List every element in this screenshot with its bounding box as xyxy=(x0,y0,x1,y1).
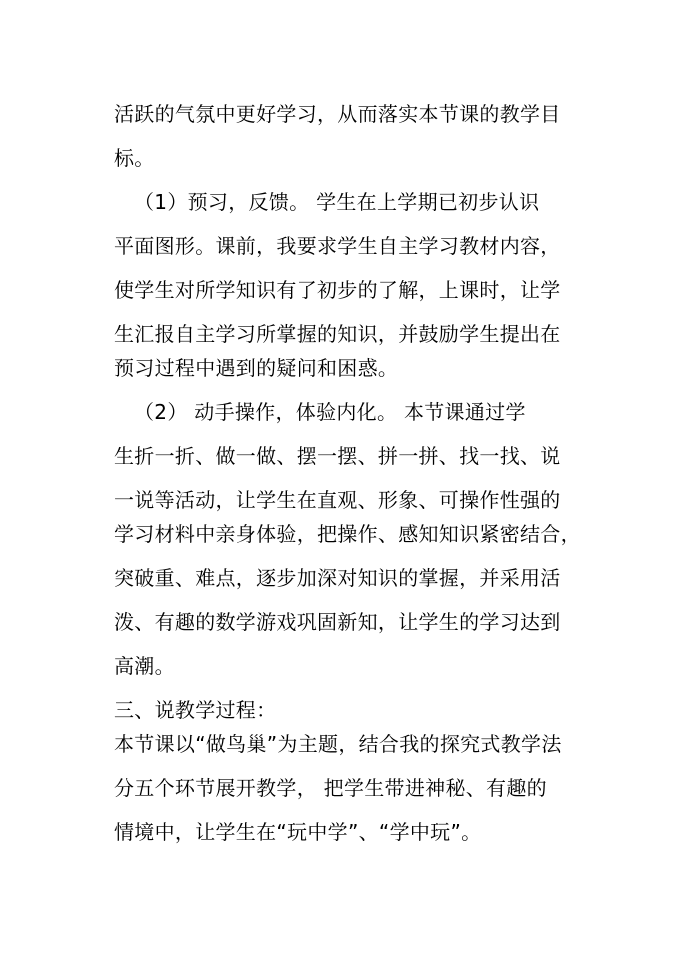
text-line-7: 预习过程中遇到的疑问和困惑。 xyxy=(114,356,399,380)
text-line-1: 活跃的气氛中更好学习，从而落实本节课的教学目 xyxy=(114,102,561,126)
text-line-16: 本节课以“做鸟巢”为主题，结合我的探究式教学法 xyxy=(114,732,562,756)
text-line-5: 使学生对所学知识有了初步的了解，上课时，让学 xyxy=(114,278,561,302)
text-line-10: 一说等活动，让学生在直观、形象、可操作性强的 xyxy=(114,488,561,512)
section-heading: 三、说教学过程： xyxy=(114,698,277,722)
text-line-12: 突破重、难点，逐步加深对知识的掌握，并采用活 xyxy=(114,566,561,590)
text-line-2: 标。 xyxy=(114,146,155,170)
text-line-18: 情境中，让学生在“玩中学”、“学中玩”。 xyxy=(114,820,482,844)
text-line-4: 平面图形。课前，我要求学生自主学习教材内容， xyxy=(114,234,561,258)
text-line-13: 泼、有趣的数学游戏巩固新知，让学生的学习达到 xyxy=(114,610,561,634)
text-line-6: 生汇报自主学习所掌握的知识，并鼓励学生提出在 xyxy=(114,322,561,346)
text-line-14: 高潮。 xyxy=(114,654,175,678)
text-line-3: （1）预习，反馈。 学生在上学期已初步认识 xyxy=(134,190,540,214)
text-line-17: 分五个环节展开教学， 把学生带进神秘、有趣的 xyxy=(114,776,547,800)
text-line-11: 学习材料中亲身体验，把操作、感知知识紧密结合， xyxy=(114,522,581,546)
text-line-9: 生折一折、做一做、摆一摆、拼一拼、找一找、说 xyxy=(114,444,561,468)
text-line-8: （2） 动手操作，体验内化。 本节课通过学 xyxy=(134,400,526,424)
